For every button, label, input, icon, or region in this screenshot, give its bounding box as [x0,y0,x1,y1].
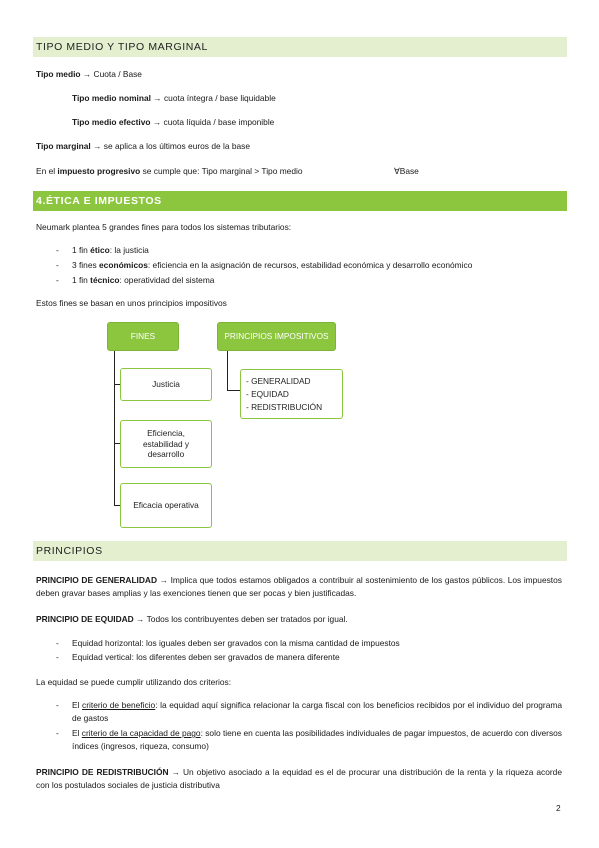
diagram-eficiencia-node: Eficiencia, estabilidad y desarrollo [120,420,212,468]
bullet-dash: - [56,728,59,738]
section-header-principios: PRINCIPIOS [33,541,567,561]
tipo-medio-line [36,69,142,80]
section-header-tipo-medio: TIPO MEDIO Y TIPO MARGINAL [33,37,567,57]
progresivo-pre: En el [36,166,58,176]
progresivo-post: se cumple que: Tipo marginal > Tipo medio [140,166,303,176]
principio-generalidad-paragraph [36,574,562,600]
tipo-medio-efectivo-def: → cuota líquida / base imponible [152,117,275,127]
criterio-beneficio-term: criterio de beneficio [82,700,156,710]
tipo-medio-def: → Cuota / Base [82,69,142,79]
bullet-dash: - [56,260,59,270]
fin-economico-term: económicos [99,260,148,270]
bullet-dash: - [56,638,59,648]
criterio-beneficio-item [72,699,562,725]
fin-economico-post: : eficiencia en la asignación de recursos, estabilidad económica y desarrollo económico [147,260,473,270]
principio-redistribucion-paragraph [36,766,562,792]
fines-sentence: Estos fines se basan en unos principios impositivos [36,298,227,308]
section-header-etica: 4.ÉTICA E IMPUESTOS [33,191,567,211]
fin-tecnico-item [72,275,214,286]
fin-etico-pre: 1 fin [72,245,91,255]
forall-base: ∀Base [394,166,419,176]
tipo-medio-efectivo-line [72,117,274,128]
impuesto-progresivo-line [36,166,303,177]
principio-equidad-text: Todos los contribuyentes deben ser tratados por igual. [144,614,348,624]
fin-tecnico-pre: 1 fin [72,275,91,285]
bullet-dash: - [56,700,59,710]
tipo-medio-nominal-line [72,93,276,104]
criterio-capacidad-term: criterio de la capacidad de pago [81,728,201,738]
criterio-capacidad-pre: El [72,728,82,738]
tipo-marginal-line [36,141,250,152]
impuesto-progresivo-term: impuesto progresivo [57,166,141,176]
tipo-medio-efectivo-term: Tipo medio efectivo [72,117,151,127]
principio-equidad-term: PRINCIPIO DE EQUIDAD → [36,614,145,624]
fin-economico-item [72,260,472,271]
criterio-capacidad-item [72,727,562,753]
diagram-principios-list-node [240,369,343,419]
tipo-medio-nominal-def: → cuota íntegra / base liquidable [153,93,276,103]
bullet-dash: - [56,652,59,662]
fin-etico-term: ético [90,245,110,255]
principio-redistribucion-term: PRINCIPIO DE REDISTRIBUCIÓN → [36,767,180,777]
fin-tecnico-term: técnico [90,275,120,285]
fin-etico-post: : la justicia [109,245,149,255]
principio-generalidad-item: - GENERALIDAD [246,375,311,386]
equidad-horizontal-item: Equidad horizontal: los iguales deben ser gravados con la misma cantidad de impuestos [72,638,400,648]
fin-economico-pre: 3 fines [72,260,100,270]
criterio-beneficio-text: : la equidad aquí significa relacionar la carga fiscal con los beneficios recibidos por el individuo del programa de gastos [72,700,563,723]
diagram-connector-principios-list [227,390,240,391]
bullet-dash: - [56,245,59,255]
diagram-principios-node: PRINCIPIOS IMPOSITIVOS [217,322,336,351]
diagram-connector-principios [227,351,228,390]
bullet-dash: - [56,275,59,285]
page-number: 2 [556,803,561,813]
principio-redistribucion-text: Un objetivo asociado a la equidad es el de procurar una distribución de la renta y la riqueza acorde con los postulados sociales de justicia distributiva [36,767,562,790]
principio-generalidad-term: PRINCIPIO DE GENERALIDAD → [36,575,168,585]
principio-redistribucion-item: - REDISTRIBUCIÓN [246,401,323,412]
diagram-fines-node: FINES [107,322,179,351]
fin-etico-item [72,245,149,256]
diagram-justicia-node: Justicia [120,368,212,401]
equidad-vertical-item: Equidad vertical: los diferentes deben ser gravados de manera diferente [72,652,340,662]
diagram-eficacia-node: Eficacia operativa [120,483,212,528]
principio-equidad-paragraph [36,614,348,625]
tipo-medio-term: Tipo medio [36,69,81,79]
tipo-marginal-def: → se aplica a los últimos euros de la base [93,141,250,151]
neumark-intro: Neumark plantea 5 grandes fines para todos los sistemas tributarios: [36,222,292,232]
tipo-medio-nominal-term: Tipo medio nominal [72,93,151,103]
fin-tecnico-post: : operatividad del sistema [119,275,215,285]
criterio-beneficio-pre: El [72,700,83,710]
criterios-intro: La equidad se puede cumplir utilizando dos criterios: [36,677,232,687]
principio-equidad-item: - EQUIDAD [246,388,289,399]
diagram-connector-vertical [114,351,115,506]
principio-generalidad-text: Implica que todos estamos obligados a contribuir al sostenimiento de los gastos públicos. Los impuestos deben gravar bases amplias y las exenciones tienen que ser pocas y bien justificadas. [36,575,562,598]
criterio-capacidad-text: : solo tiene en cuenta las posibilidades individuales de pagar impuestos, de acuerdo con diversos índices (ingresos, riqueza, consumo) [72,728,562,751]
tipo-marginal-term: Tipo marginal [36,141,91,151]
